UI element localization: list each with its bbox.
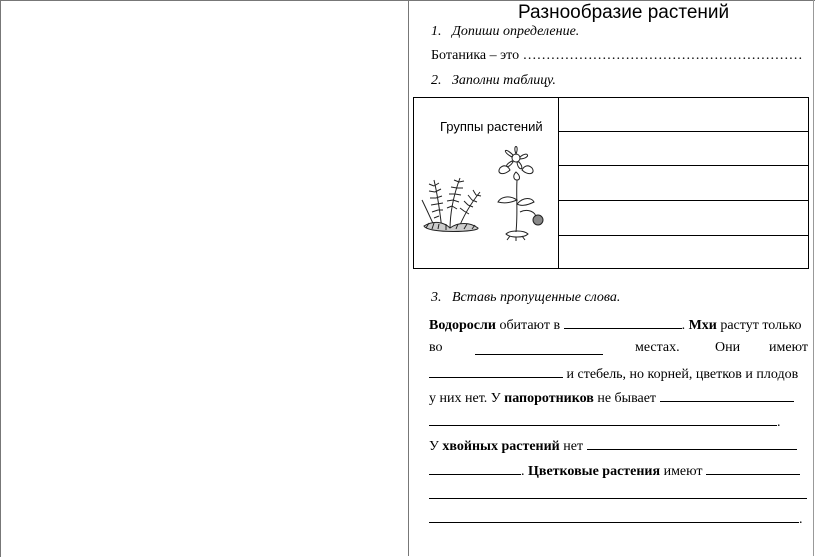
task-2-text: Заполни таблицу. bbox=[452, 73, 556, 88]
text-no: нет bbox=[563, 439, 584, 454]
worksheet-title: Разнообразие растений bbox=[518, 2, 730, 23]
blank-ferns-2[interactable] bbox=[429, 413, 777, 426]
task-3-text: Вставь пропущенные слова. bbox=[452, 290, 621, 305]
text-at: У bbox=[429, 439, 439, 454]
task-2 bbox=[431, 73, 556, 89]
text-in: во bbox=[429, 340, 443, 355]
term-mosses: Мхи bbox=[688, 318, 717, 333]
page-divider bbox=[408, 0, 409, 556]
blank-flowering-1[interactable] bbox=[706, 462, 800, 475]
task-3 bbox=[431, 290, 620, 306]
fill-line-7: . Цветковые растения имеют bbox=[429, 462, 800, 480]
fill-line-6 bbox=[429, 437, 797, 455]
text-places: местах. bbox=[635, 340, 680, 355]
blank-flowering-2[interactable] bbox=[429, 486, 807, 499]
fill-line-5: . bbox=[429, 413, 781, 431]
text-grow-only: растут только bbox=[720, 318, 802, 333]
table-column-divider bbox=[558, 98, 559, 268]
plant-groups-label: Группы растений bbox=[440, 119, 543, 134]
task-1-number: 1. bbox=[431, 24, 442, 39]
blank-flowering-3[interactable] bbox=[429, 510, 799, 523]
term-conifers: хвойных растений bbox=[442, 439, 560, 454]
fill-line-8 bbox=[429, 486, 807, 504]
blank-ferns-1[interactable] bbox=[660, 389, 794, 402]
plant-illustration bbox=[420, 142, 550, 242]
blank-moss-organ[interactable] bbox=[429, 365, 563, 378]
term-flowering: Цветковые растения bbox=[528, 464, 661, 479]
fill-line-1: Водоросли обитают в . Мхи растут только bbox=[429, 318, 802, 333]
table-row-line bbox=[558, 235, 808, 236]
fern-icon bbox=[422, 178, 481, 232]
table-row-line bbox=[558, 165, 808, 166]
task-1-text: Допиши определение. bbox=[452, 24, 580, 39]
fill-line-3 bbox=[429, 365, 798, 383]
definition-line: Ботаника – это …………………………………………………… bbox=[431, 48, 803, 63]
text-habitat: обитают в bbox=[499, 318, 561, 333]
plant-groups-table bbox=[413, 97, 809, 269]
task-3-number: 3. bbox=[431, 290, 442, 305]
fill-line-4 bbox=[429, 389, 794, 407]
text-they-have-none: у них нет. У bbox=[429, 391, 501, 406]
table-row-line bbox=[558, 200, 808, 201]
text-have: имеют bbox=[769, 340, 808, 355]
table-row-line bbox=[558, 131, 808, 132]
task-1 bbox=[431, 24, 579, 40]
task-2-number: 2. bbox=[431, 73, 442, 88]
text-flowering-have: имеют bbox=[663, 464, 703, 479]
blank-moss-places[interactable] bbox=[475, 342, 603, 355]
blank-conifers-1[interactable] bbox=[587, 437, 797, 450]
blank-algae-habitat[interactable] bbox=[564, 316, 682, 329]
term-ferns: папоротников bbox=[504, 391, 594, 406]
fill-line-9: . bbox=[429, 510, 803, 528]
text-they: Они bbox=[715, 340, 741, 355]
blank-conifers-2[interactable] bbox=[429, 462, 521, 475]
page-right-edge bbox=[813, 0, 814, 556]
text-never: не бывает bbox=[597, 391, 657, 406]
flower-icon bbox=[498, 147, 543, 242]
term-algae: Водоросли bbox=[429, 318, 496, 333]
text-stem-roots: и стебель, но корней, цветков и плодов bbox=[566, 367, 799, 382]
